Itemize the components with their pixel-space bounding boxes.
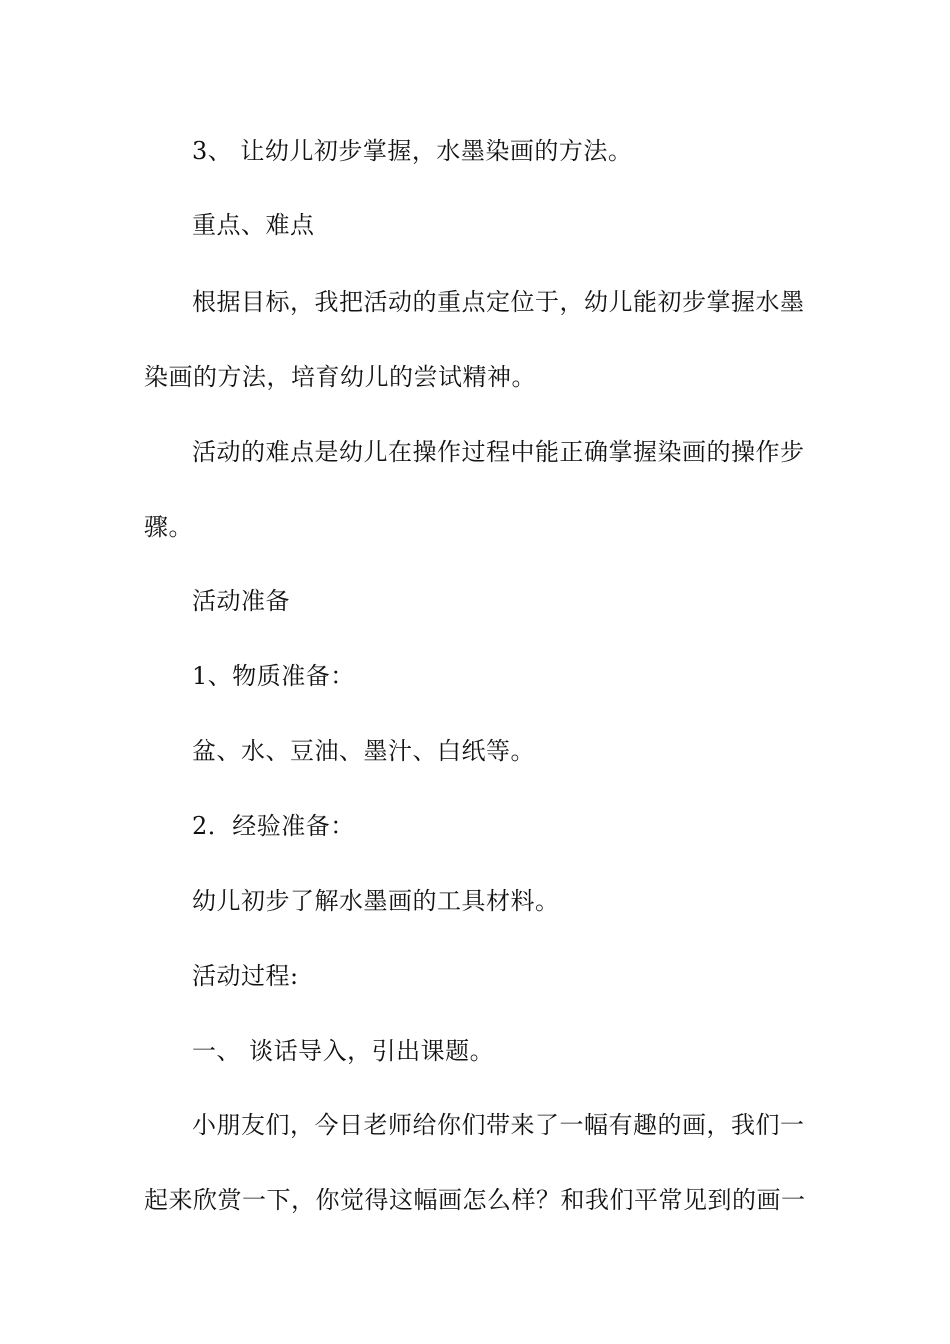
paragraph-line: 活动的难点是幼儿在操作过程中能正确掌握染画的操作步 xyxy=(192,438,805,466)
paragraph-line: 染画的方法，培育幼儿的尝试精神。 xyxy=(144,363,536,391)
section-heading: 重点、难点 xyxy=(192,211,315,239)
paragraph-line: 起来欣赏一下，你觉得这幅画怎么样？和我们平常见到的画一 xyxy=(144,1186,806,1214)
paragraph-line: 幼儿初步了解水墨画的工具材料。 xyxy=(192,887,560,915)
paragraph-line: 一、 谈话导入，引出课题。 xyxy=(192,1037,495,1065)
paragraph-line: 1、物质准备： xyxy=(192,662,355,690)
paragraph-line: 2．经验准备： xyxy=(192,812,355,840)
section-heading: 活动准备 xyxy=(192,587,290,615)
paragraph-line: 根据目标，我把活动的重点定位于，幼儿能初步掌握水墨 xyxy=(192,288,805,316)
paragraph-line: 3、 让幼儿初步掌握，水墨染画的方法。 xyxy=(192,137,633,165)
section-heading: 活动过程: xyxy=(192,962,299,990)
paragraph-line: 小朋友们，今日老师给你们带来了一幅有趣的画，我们一 xyxy=(192,1111,805,1139)
paragraph-line: 盆、水、豆油、墨汁、白纸等。 xyxy=(192,737,535,765)
paragraph-line: 骤。 xyxy=(144,513,193,541)
